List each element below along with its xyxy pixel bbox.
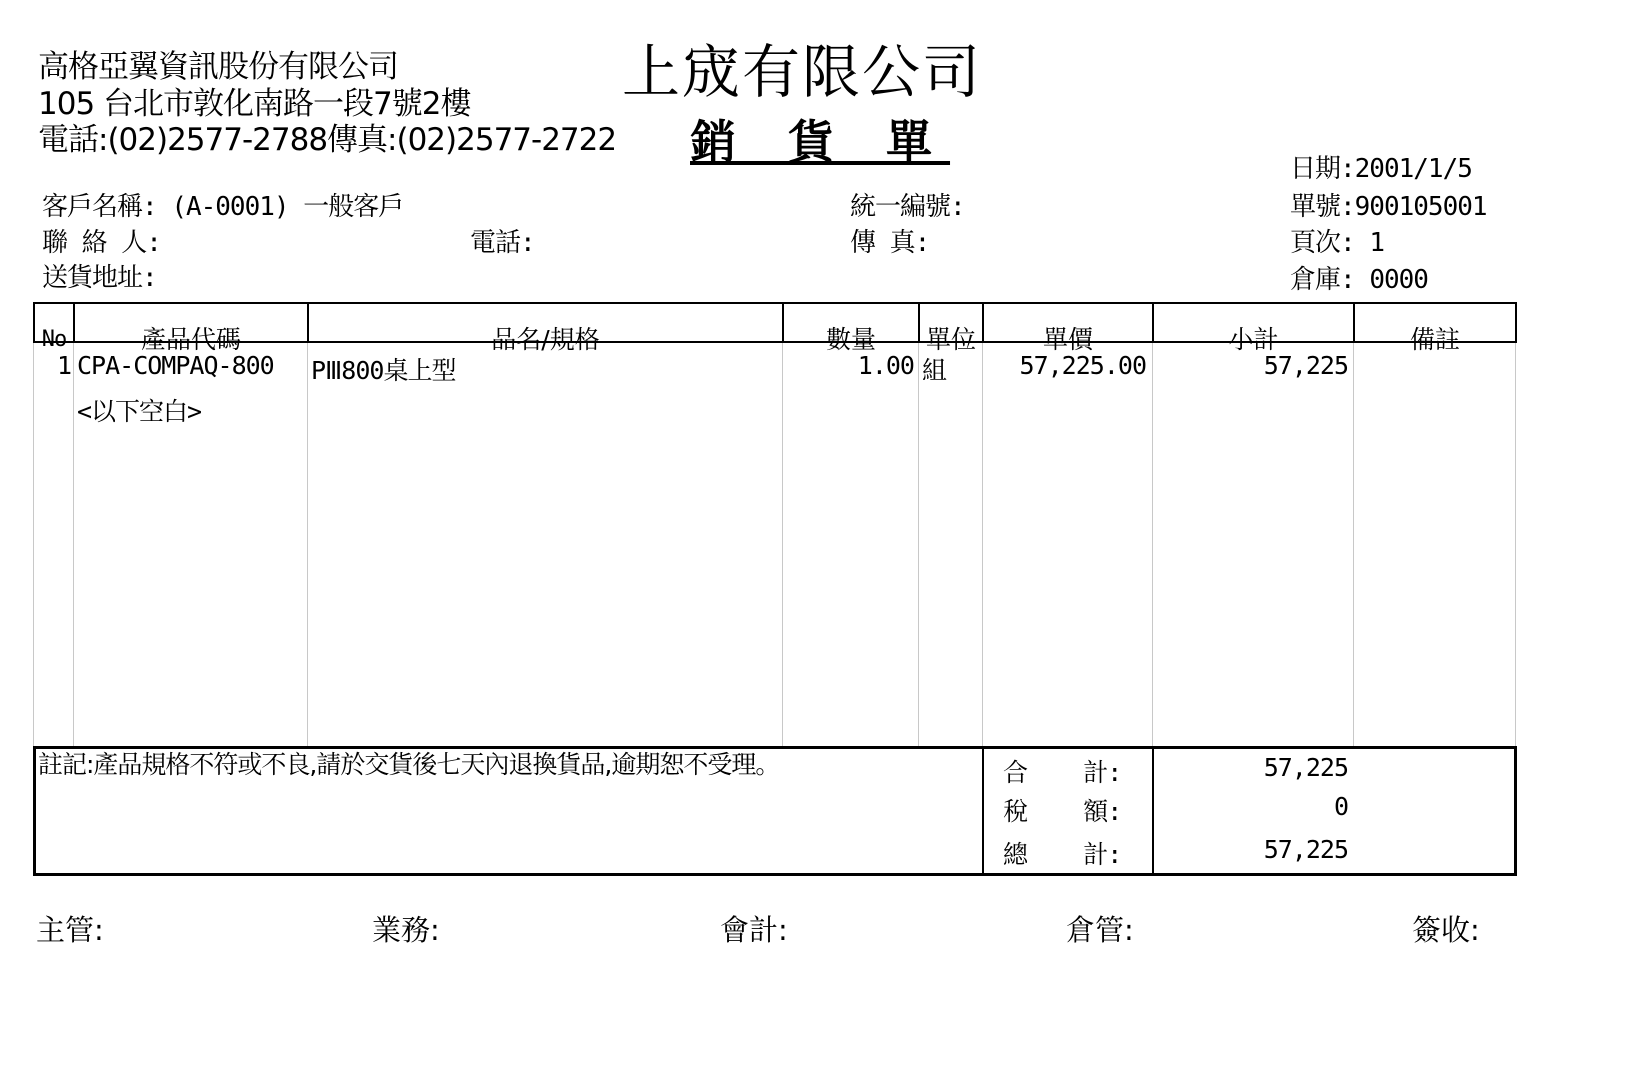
signature-received: 簽收: <box>1412 913 1480 947</box>
row-unit-price: 57,225.00 <box>1019 351 1146 380</box>
customer-name-value: (A-0001) 一般客戶 <box>171 192 404 222</box>
end-of-list-marker: <以下空白> <box>77 397 202 426</box>
tax-id-field <box>850 192 965 222</box>
company-name: 上宬有限公司 <box>622 38 983 106</box>
row-product-code: CPA-COMPAQ-800 <box>77 351 274 380</box>
header-product-code: 產品代碼 <box>140 325 241 354</box>
tax-label: 稅 額: <box>1003 797 1122 826</box>
header-quantity: 數量 <box>825 325 876 354</box>
row-subtotal: 57,225 <box>1263 351 1348 380</box>
header-product-name: 品名/規格 <box>491 325 600 354</box>
date-label: 日期: <box>1290 154 1355 184</box>
signature-sales: 業務: <box>372 913 440 947</box>
date-value: 2001/1/5 <box>1354 154 1472 184</box>
footer-note: 註記:產品規格不符或不良,請於交貨後七天內退換貨品,逾期恕不受理。 <box>38 750 780 779</box>
order-number-value: 900105001 <box>1354 192 1487 222</box>
row-unit: 組 <box>922 356 947 385</box>
header-no: No <box>41 327 67 352</box>
issuer-address: 105 台北市敦化南路一段7號2樓 <box>38 86 471 122</box>
warehouse-value: 0000 <box>1369 265 1428 295</box>
phone-field <box>470 228 535 258</box>
document-title: 銷 貨 單 <box>690 115 951 169</box>
row-quantity: 1.00 <box>857 351 914 380</box>
header-subtotal: 小計 <box>1228 325 1279 354</box>
order-number-field <box>1290 192 1487 222</box>
phone-label: 電話: <box>470 228 535 258</box>
contact-person-field <box>42 228 161 258</box>
tax-id-label: 統一編號: <box>850 192 965 222</box>
total-value: 57,225 <box>1263 835 1348 864</box>
tax-value: 0 <box>1333 792 1348 821</box>
delivery-address-field <box>42 263 157 293</box>
issuer-contact: 電話:(02)2577-2788傳真:(02)2577-2722 <box>38 122 617 158</box>
signature-manager: 主管: <box>36 913 104 947</box>
page-number-field <box>1290 228 1384 258</box>
date-field <box>1290 154 1472 184</box>
customer-name-field <box>42 192 403 222</box>
fax-label: 傳 真: <box>850 228 930 258</box>
contact-person-label: 聯 絡 人: <box>42 228 161 258</box>
sum-label: 合 計: <box>1003 758 1122 787</box>
fax-field <box>850 228 929 258</box>
row-product-name: PⅢ800桌上型 <box>311 356 456 385</box>
sum-value: 57,225 <box>1263 753 1348 782</box>
customer-name-label: 客戶名稱: <box>42 192 157 222</box>
header-unit: 單位 <box>925 325 976 354</box>
signature-accounting: 會計: <box>720 913 788 947</box>
total-label: 總 計: <box>1003 840 1122 869</box>
order-number-label: 單號: <box>1290 192 1355 222</box>
signature-warehouse: 倉管: <box>1066 913 1134 947</box>
warehouse-field <box>1290 265 1428 295</box>
header-unit-price: 單價 <box>1042 325 1093 354</box>
delivery-address-label: 送貨地址: <box>42 263 157 293</box>
header-remarks: 備註 <box>1409 325 1460 354</box>
issuer-name: 高格亞翼資訊股份有限公司 <box>38 49 398 85</box>
warehouse-label: 倉庫: <box>1290 265 1355 295</box>
page-number-value: 1 <box>1369 228 1384 258</box>
row-no: 1 <box>56 351 71 380</box>
page-number-label: 頁次: <box>1290 228 1355 258</box>
